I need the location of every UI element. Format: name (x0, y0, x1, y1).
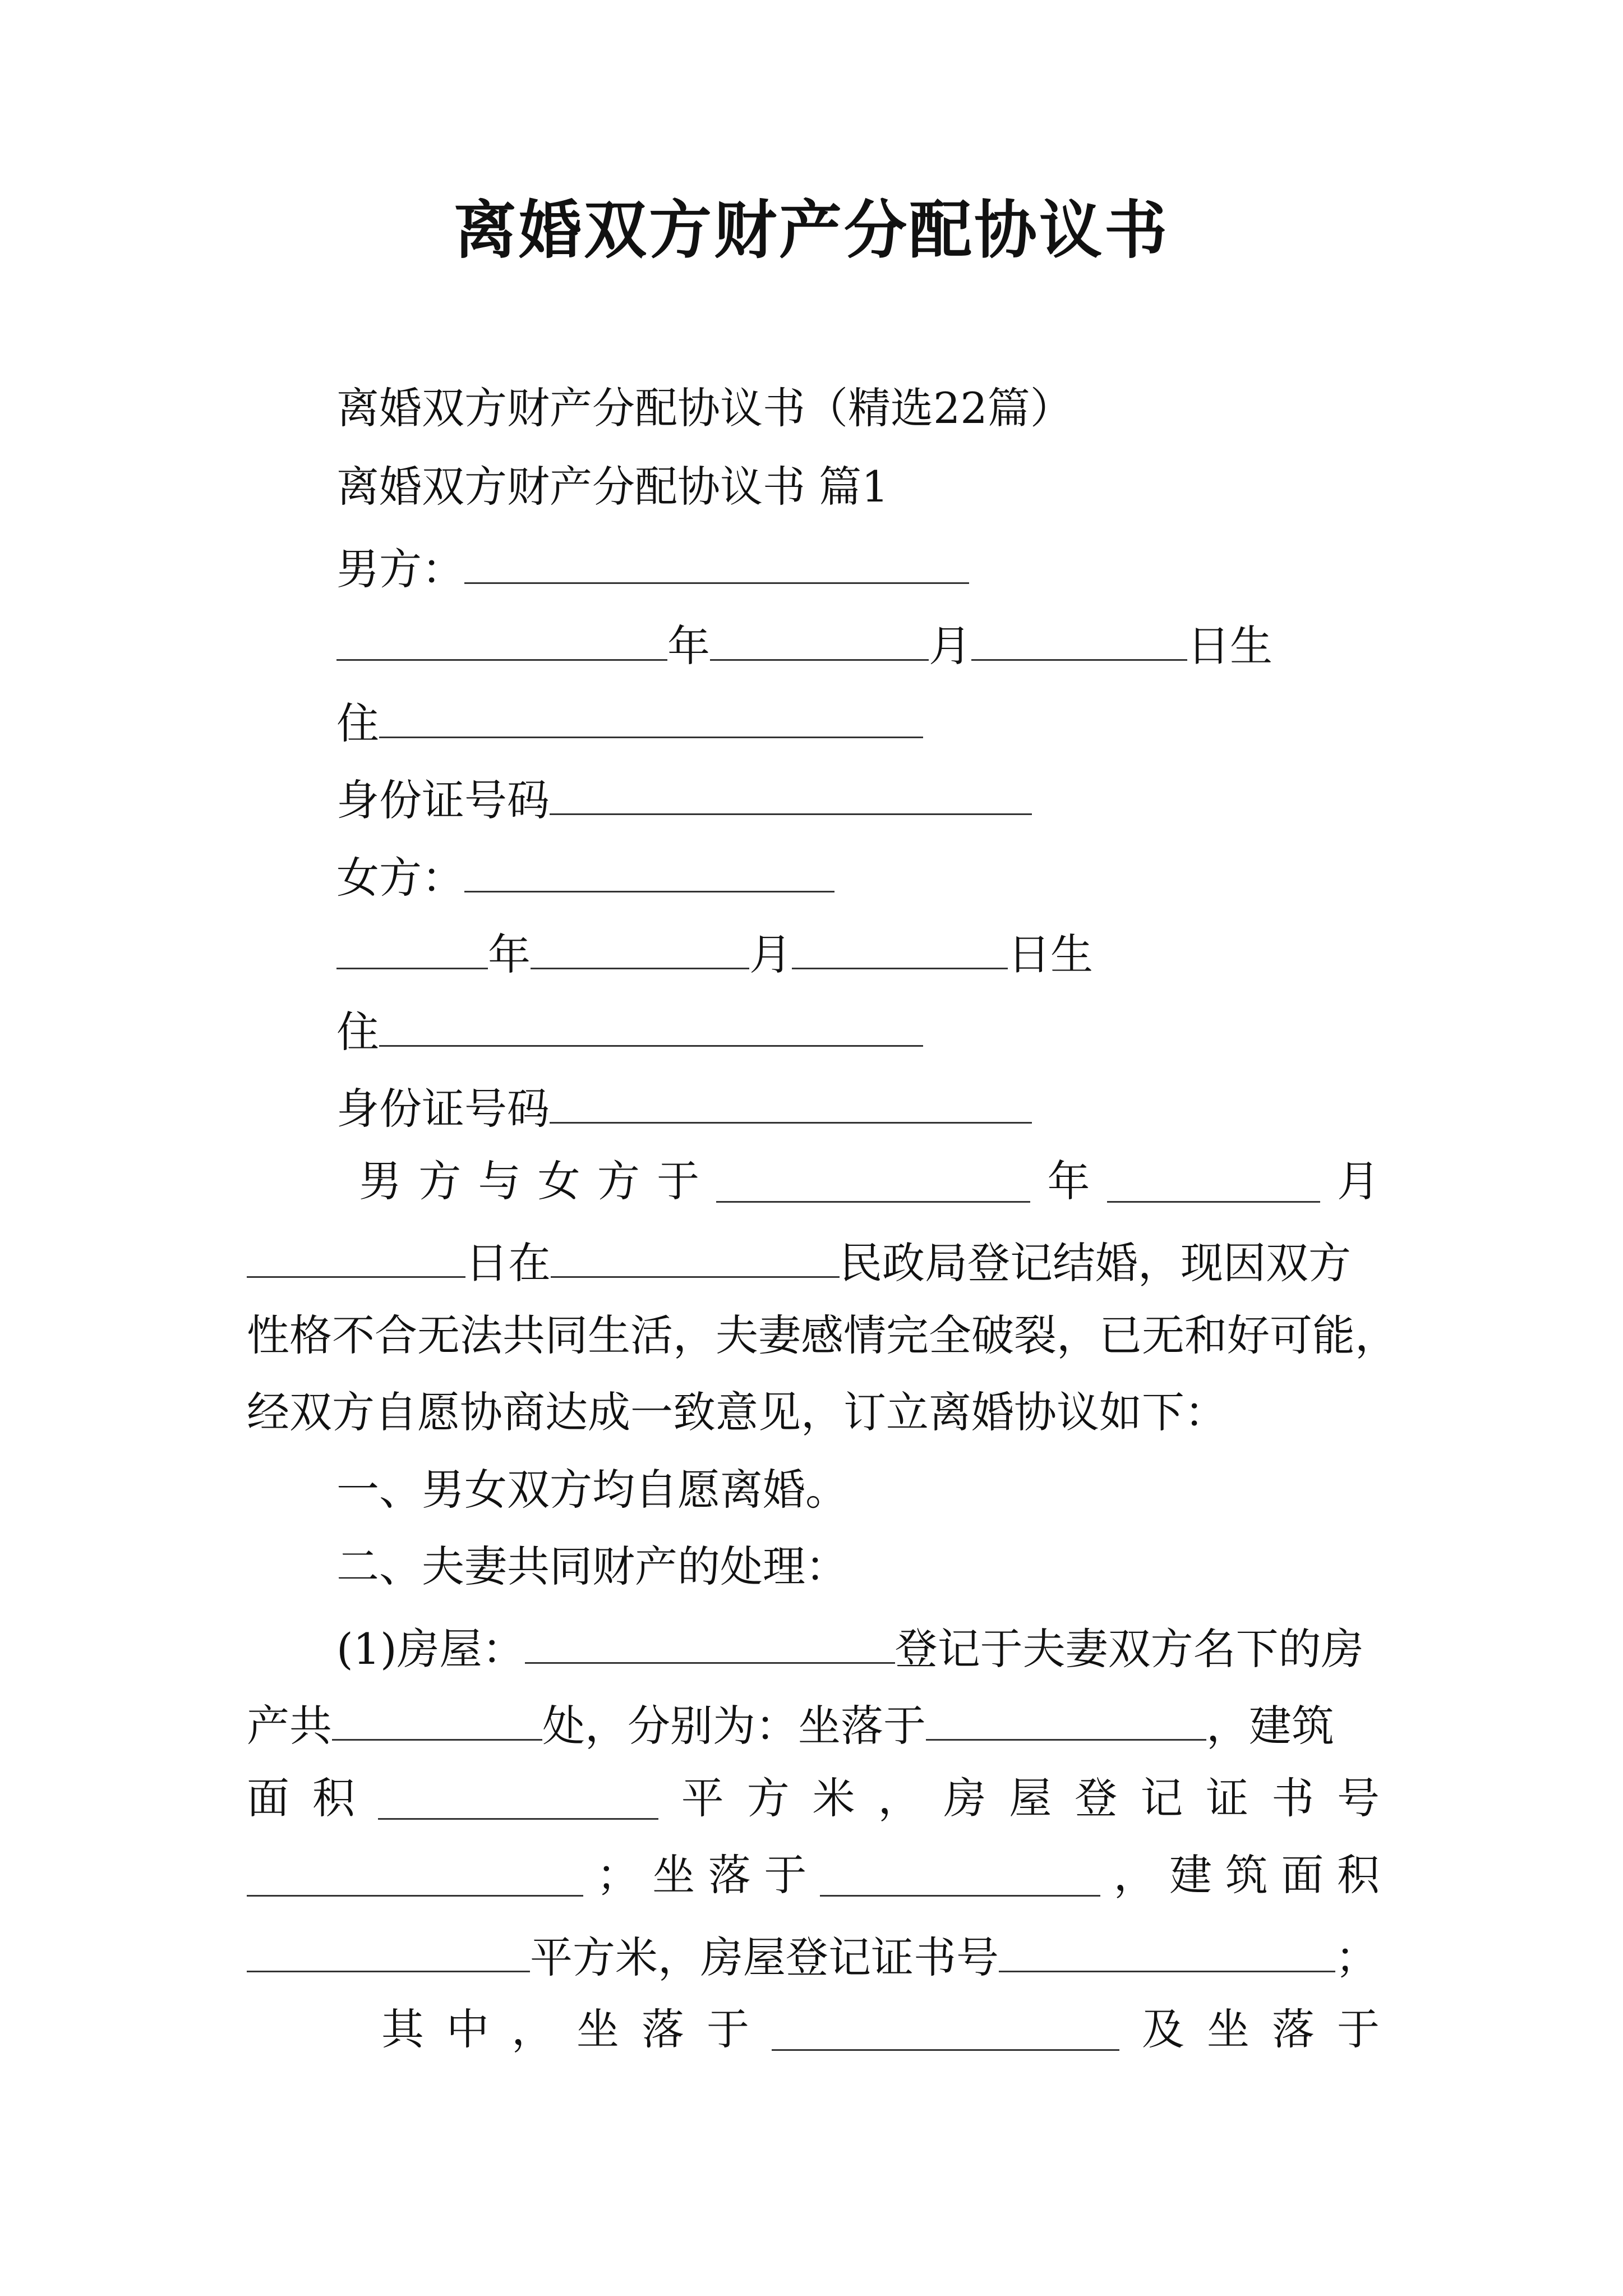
address-label: 住 (336, 1007, 379, 1057)
house-total-text: 产共 (247, 1701, 332, 1751)
clause-one: 一、男女双方均自愿离婚。 (336, 1465, 848, 1515)
house1-cert-blank (247, 1856, 583, 1897)
id-label: 身份证号码 (336, 1084, 550, 1134)
female-name-blank (464, 852, 834, 892)
char: ； (596, 1850, 639, 1900)
char: 与 (478, 1156, 521, 1206)
char: 落 (1272, 2004, 1315, 2054)
house-line3 (247, 1773, 1380, 1823)
char: 证 (1206, 1773, 1249, 1823)
bureau-text: 民政局登记结婚，现因双方 (840, 1238, 1351, 1288)
male-id-blank (550, 774, 1032, 815)
char: 其 (381, 2004, 424, 2054)
paragraph-marriage-line2 (247, 1237, 1351, 1288)
char: 房 (943, 1773, 986, 1823)
female-address-blank (379, 1006, 923, 1047)
semicolon: ； (1335, 1932, 1378, 1982)
char: 方 (418, 1156, 462, 1206)
char: 于 (657, 1156, 700, 1206)
house1-location-blank (926, 1700, 1206, 1741)
char: ， (511, 2004, 554, 2054)
male-birth-month-blank (710, 620, 929, 661)
char: 及 (1142, 2004, 1184, 2054)
id-label: 身份证号码 (336, 775, 550, 825)
house2-area-blank (247, 1931, 530, 1972)
house-located-text: 处，分别为：坐落于 (542, 1701, 926, 1751)
char: 于 (707, 2004, 749, 2054)
char: 落 (708, 1850, 751, 1900)
char: 坐 (577, 2004, 619, 2054)
male-birth-year-blank (336, 620, 667, 661)
male-address-line (336, 697, 923, 748)
document-title: 离婚双方财产分配协议书 (454, 194, 1169, 267)
month-label: 月 (749, 930, 792, 979)
char: 筑 (1225, 1850, 1268, 1900)
female-birth-year-blank (336, 928, 488, 969)
char: 落 (642, 2004, 684, 2054)
house-line1 (336, 1623, 1364, 1674)
char: 方 (597, 1156, 640, 1206)
char: 面 (247, 1773, 289, 1823)
paragraph-marriage-line1 (359, 1156, 1380, 1206)
house-blank (525, 1623, 895, 1664)
marriage-place-blank (551, 1237, 840, 1278)
house-line6 (381, 2004, 1380, 2054)
male-label: 男方： (336, 544, 464, 594)
female-address-line (336, 1006, 923, 1057)
house2-location-blank (820, 1856, 1100, 1897)
house-label: (1)房屋： (336, 1624, 525, 1674)
house-line4 (247, 1850, 1380, 1900)
male-address-blank (379, 697, 923, 738)
marriage-month-blank (1107, 1162, 1320, 1203)
char: 面 (1281, 1850, 1324, 1900)
house-count-blank (332, 1700, 542, 1741)
year-label: 年 (488, 930, 531, 979)
char: 于 (764, 1850, 807, 1900)
male-birth-line (336, 620, 1272, 671)
document-subtitle: 离婚双方财产分配协议书（精选22篇） (336, 383, 1073, 433)
char: 号 (1336, 1773, 1380, 1823)
char: 记 (1140, 1773, 1183, 1823)
char: 积 (312, 1773, 355, 1823)
house-line2 (247, 1700, 1334, 1751)
male-name-blank (464, 543, 969, 584)
female-id-line (336, 1083, 1032, 1134)
paragraph-marriage-line4: 经双方自愿协商达成一致意见，订立离婚协议如下： (247, 1387, 1227, 1437)
char: 建 (1169, 1850, 1212, 1900)
female-birth-day-blank (792, 928, 1008, 969)
section-heading: 离婚双方财产分配协议书 篇1 (336, 462, 889, 512)
char: 于 (1337, 2004, 1380, 2054)
house2-cert-blank (999, 1931, 1335, 1972)
day-birth-label: 日生 (1008, 930, 1093, 979)
char: 积 (1336, 1850, 1380, 1900)
day-birth-label: 日生 (1187, 621, 1272, 671)
comma-build-text: ，建筑 (1206, 1701, 1334, 1751)
char: 屋 (1009, 1773, 1052, 1823)
char: ， (1113, 1850, 1156, 1900)
male-id-line (336, 774, 1032, 825)
female-birth-line (336, 928, 1093, 979)
female-birth-month-blank (531, 928, 749, 969)
char: 方 (746, 1773, 790, 1823)
year-label: 年 (1047, 1156, 1090, 1206)
female-party-line (336, 852, 834, 903)
marriage-year-blank (716, 1162, 1030, 1203)
female-id-blank (550, 1083, 1032, 1124)
char: 米 (812, 1773, 855, 1823)
char: 女 (537, 1156, 580, 1206)
char: 平 (681, 1773, 724, 1823)
clause-two: 二、夫妻共同财产的处理： (336, 1542, 848, 1591)
male-birth-day-blank (971, 620, 1187, 661)
char: 男 (359, 1156, 402, 1206)
marriage-day-blank (247, 1237, 465, 1278)
male-party-line (336, 543, 969, 594)
paragraph-marriage-line3: 性格不合无法共同生活，夫妻感情完全破裂，已无和好可能， (247, 1310, 1398, 1360)
address-label: 住 (336, 698, 379, 748)
char: 中 (446, 2004, 489, 2054)
char: 坐 (652, 1850, 695, 1900)
female-label: 女方： (336, 853, 464, 903)
house-line5 (247, 1931, 1378, 1982)
house-registered-text: 登记于夫妻双方名下的房 (895, 1624, 1364, 1674)
house3-location-blank (772, 2010, 1119, 2051)
house1-area-blank (378, 1779, 658, 1820)
year-label: 年 (667, 621, 710, 671)
month-label: 月 (929, 621, 971, 671)
char: 书 (1271, 1773, 1315, 1823)
char: ， (878, 1773, 921, 1823)
char: 登 (1075, 1773, 1118, 1823)
month-label: 月 (1336, 1156, 1380, 1206)
sqm-cert-text: 平方米，房屋登记证书号 (530, 1932, 999, 1982)
day-at-text: 日在 (465, 1238, 551, 1288)
char: 坐 (1207, 2004, 1249, 2054)
